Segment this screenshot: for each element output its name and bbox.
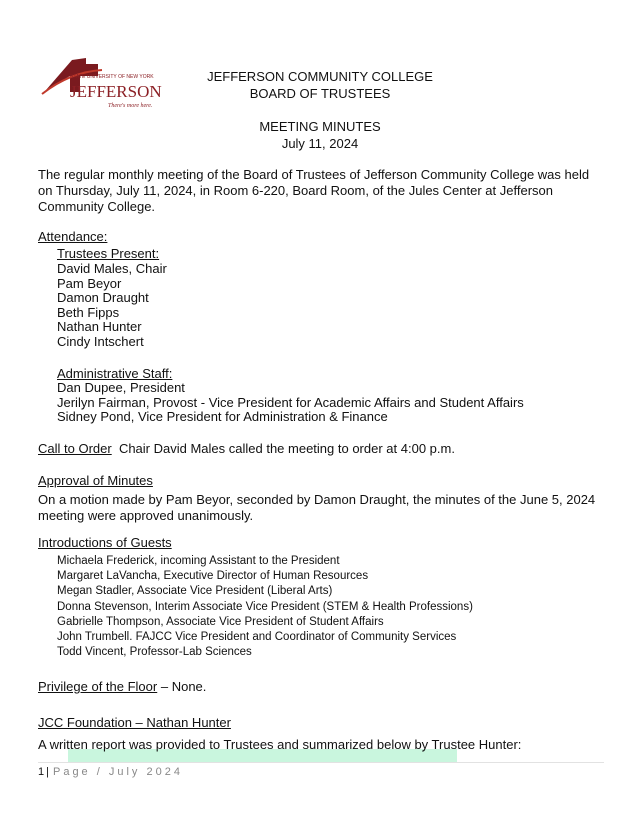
staff-item: Dan Dupee, President	[57, 380, 185, 395]
footer-divider	[38, 762, 604, 763]
guests-heading: Introductions of Guests	[38, 535, 172, 550]
call-to-order-heading: Call to Order	[38, 441, 112, 456]
intro-paragraph: The regular monthly meeting of the Board of Trustees of Jefferson Community College was held on Thursday, July 11, 2024, in Room 6-220, Board Room, of the Jules Center at Jefferson Community College.	[38, 167, 590, 214]
guest-item: Gabrielle Thompson, Associate Vice President of Student Affairs	[57, 615, 384, 628]
approval-text: On a motion made by Pam Beyor, seconded by Damon Draught, the minutes of the June 5, 2024 meeting were approved unanimously.	[38, 492, 596, 523]
logo-line1: STATE UNIVERSITY OF NEW YORK	[70, 74, 154, 80]
call-to-order	[38, 441, 455, 457]
guest-item: Donna Stevenson, Interim Associate Vice President (STEM & Health Professions)	[57, 600, 473, 613]
guest-item: John Trumbell. FAJCC Vice President and Coordinator of Community Services	[57, 631, 457, 644]
guests-list	[57, 554, 473, 660]
foundation-text: A written report was provided to Trustees and summarized below by Trustee Hunter:	[38, 737, 522, 752]
page-footer	[38, 766, 183, 778]
privilege-of-floor	[38, 679, 206, 695]
trustees-heading: Trustees Present:	[57, 246, 160, 261]
privilege-text: – None.	[160, 679, 207, 694]
approval-heading: Approval of Minutes	[38, 473, 153, 488]
trustee-item: Cindy Intschert	[57, 333, 144, 349]
trustee-item: Damon Draught	[57, 290, 149, 305]
document-header	[180, 68, 460, 152]
staff-item: Sidney Pond, Vice President for Administration & Finance	[57, 409, 388, 424]
staff-heading: Administrative Staff:	[57, 366, 173, 381]
call-to-order-text: Chair David Males called the meeting to order at 4:00 p.m.	[118, 441, 455, 456]
meeting-date: July 11, 2024	[281, 136, 359, 151]
board-name: BOARD OF TRUSTEES	[249, 86, 391, 101]
org-name: JEFFERSON COMMUNITY COLLEGE	[207, 69, 433, 84]
doc-title: MEETING MINUTES	[259, 119, 381, 134]
staff-list	[57, 381, 524, 425]
logo-line2: JEFFERSON	[70, 82, 162, 101]
trustee-item: Pam Beyor	[57, 275, 122, 291]
trustee-item: Nathan Hunter	[57, 319, 142, 334]
guest-item: Todd Vincent, Professor-Lab Sciences	[57, 646, 252, 659]
guest-item: Megan Stadler, Associate Vice President (Liberal Arts)	[57, 585, 333, 598]
attendance-heading: Attendance:	[38, 229, 108, 244]
logo-graphic	[40, 50, 165, 112]
privilege-heading: Privilege of the Floor	[38, 679, 158, 694]
guest-item: Margaret LaVancha, Executive Director of Human Resources	[57, 570, 369, 583]
footer-separator: |	[46, 766, 49, 778]
guest-item: Michaela Frederick, incoming Assistant to the President	[57, 555, 340, 567]
page-number: 1	[38, 766, 45, 778]
trustee-item: David Males, Chair	[57, 261, 167, 276]
logo-tagline: There's more here.	[108, 103, 153, 109]
foundation-heading: JCC Foundation – Nathan Hunter	[38, 715, 231, 730]
college-logo	[40, 50, 165, 112]
trustee-item: Beth Fipps	[57, 304, 120, 320]
footer-text: Page / July 2024	[52, 766, 183, 778]
trustees-list	[57, 262, 167, 349]
staff-item: Jerilyn Fairman, Provost - Vice President for Academic Affairs and Student Affairs	[57, 394, 524, 410]
